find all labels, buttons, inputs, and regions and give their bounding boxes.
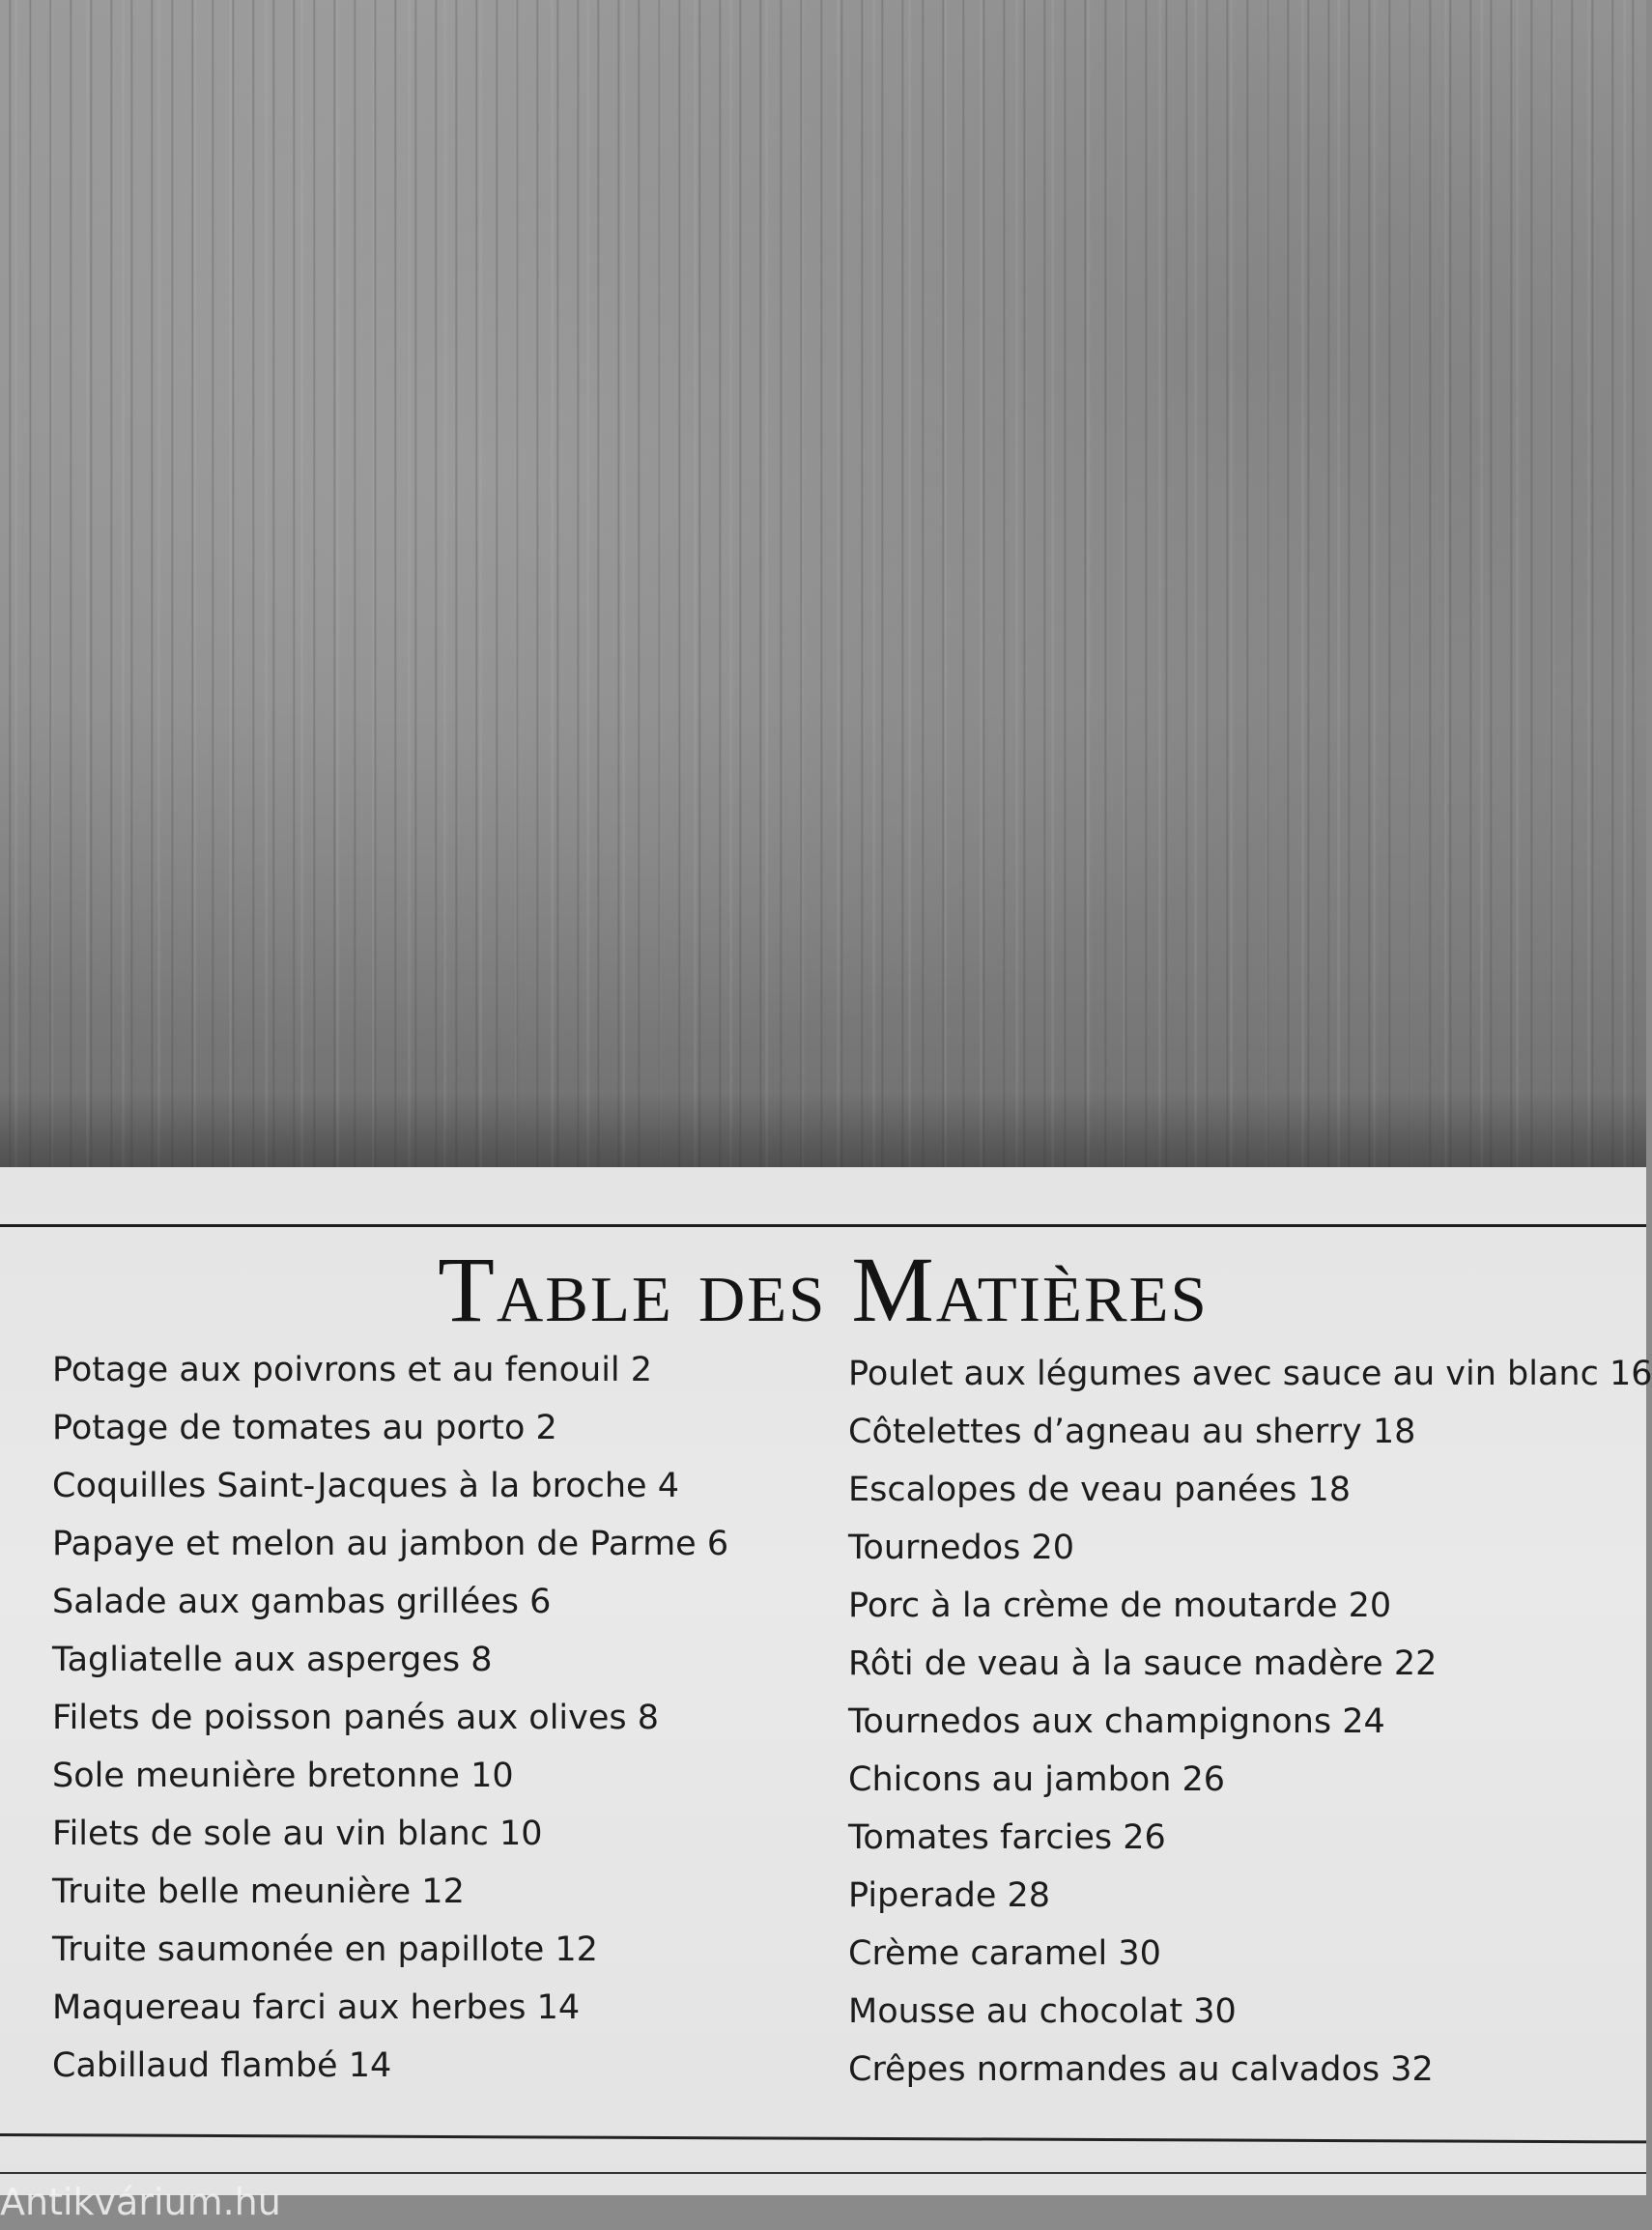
toc-entry: Mousse au chocolat 30 (848, 1992, 1237, 2031)
toc-entry: Salade aux gambas grillées 6 (52, 1583, 552, 1621)
toc-entry: Tournedos aux champignons 24 (848, 1702, 1385, 1741)
toc-entry: Porc à la crème de moutarde 20 (848, 1587, 1392, 1625)
toc-entry: Truite saumonée en papillote 12 (52, 1930, 598, 1969)
toc-entry: Poulet aux légumes avec sauce au vin blanc 16 (848, 1355, 1652, 1393)
toc-entry: Côtelettes d’agneau au sherry 18 (848, 1413, 1416, 1451)
toc-entry: Tournedos 20 (848, 1529, 1075, 1567)
toc-entry: Chicons au jambon 26 (848, 1760, 1226, 1799)
toc-entry: Tomates farcies 26 (848, 1818, 1166, 1857)
page-shadow (0, 1092, 1646, 1169)
toc-entry: Escalopes de veau panées 18 (848, 1471, 1351, 1509)
top-rule (0, 1224, 1646, 1227)
toc-right-column (848, 1345, 1652, 2099)
toc-entry: Sole meunière bretonne 10 (52, 1757, 514, 1795)
toc-entry: Crêpes normandes au calvados 32 (848, 2050, 1434, 2089)
toc-entry: Crème caramel 30 (848, 1934, 1161, 1973)
toc-entry: Filets de poisson panés aux olives 8 (52, 1699, 660, 1737)
toc-entry: Potage de tomates au porto 2 (52, 1409, 557, 1447)
toc-entry: Coquilles Saint-Jacques à la broche 4 (52, 1467, 679, 1505)
toc-entry: Filets de sole au vin blanc 10 (52, 1815, 543, 1853)
toc-entry: Rôti de veau à la sauce madère 22 (848, 1644, 1438, 1683)
toc-left-column (52, 1341, 825, 2095)
toc-entry: Potage aux poivrons et au fenouil 2 (52, 1351, 653, 1389)
toc-entry: Maquereau farci aux herbes 14 (52, 1988, 581, 2027)
toc-entry: Papaye et melon au jambon de Parme 6 (52, 1525, 729, 1563)
toc-entry: Tagliatelle aux asperges 8 (52, 1641, 493, 1679)
watermark: Antikvárium.hu (0, 2181, 281, 2223)
page-title: Table des Matières (438, 1238, 1209, 1341)
toc-entry: Cabillaud flambé 14 (52, 2046, 392, 2085)
toc-entry: Piperade 28 (848, 1876, 1051, 1915)
toc-entry: Truite belle meunière 12 (52, 1873, 465, 1911)
